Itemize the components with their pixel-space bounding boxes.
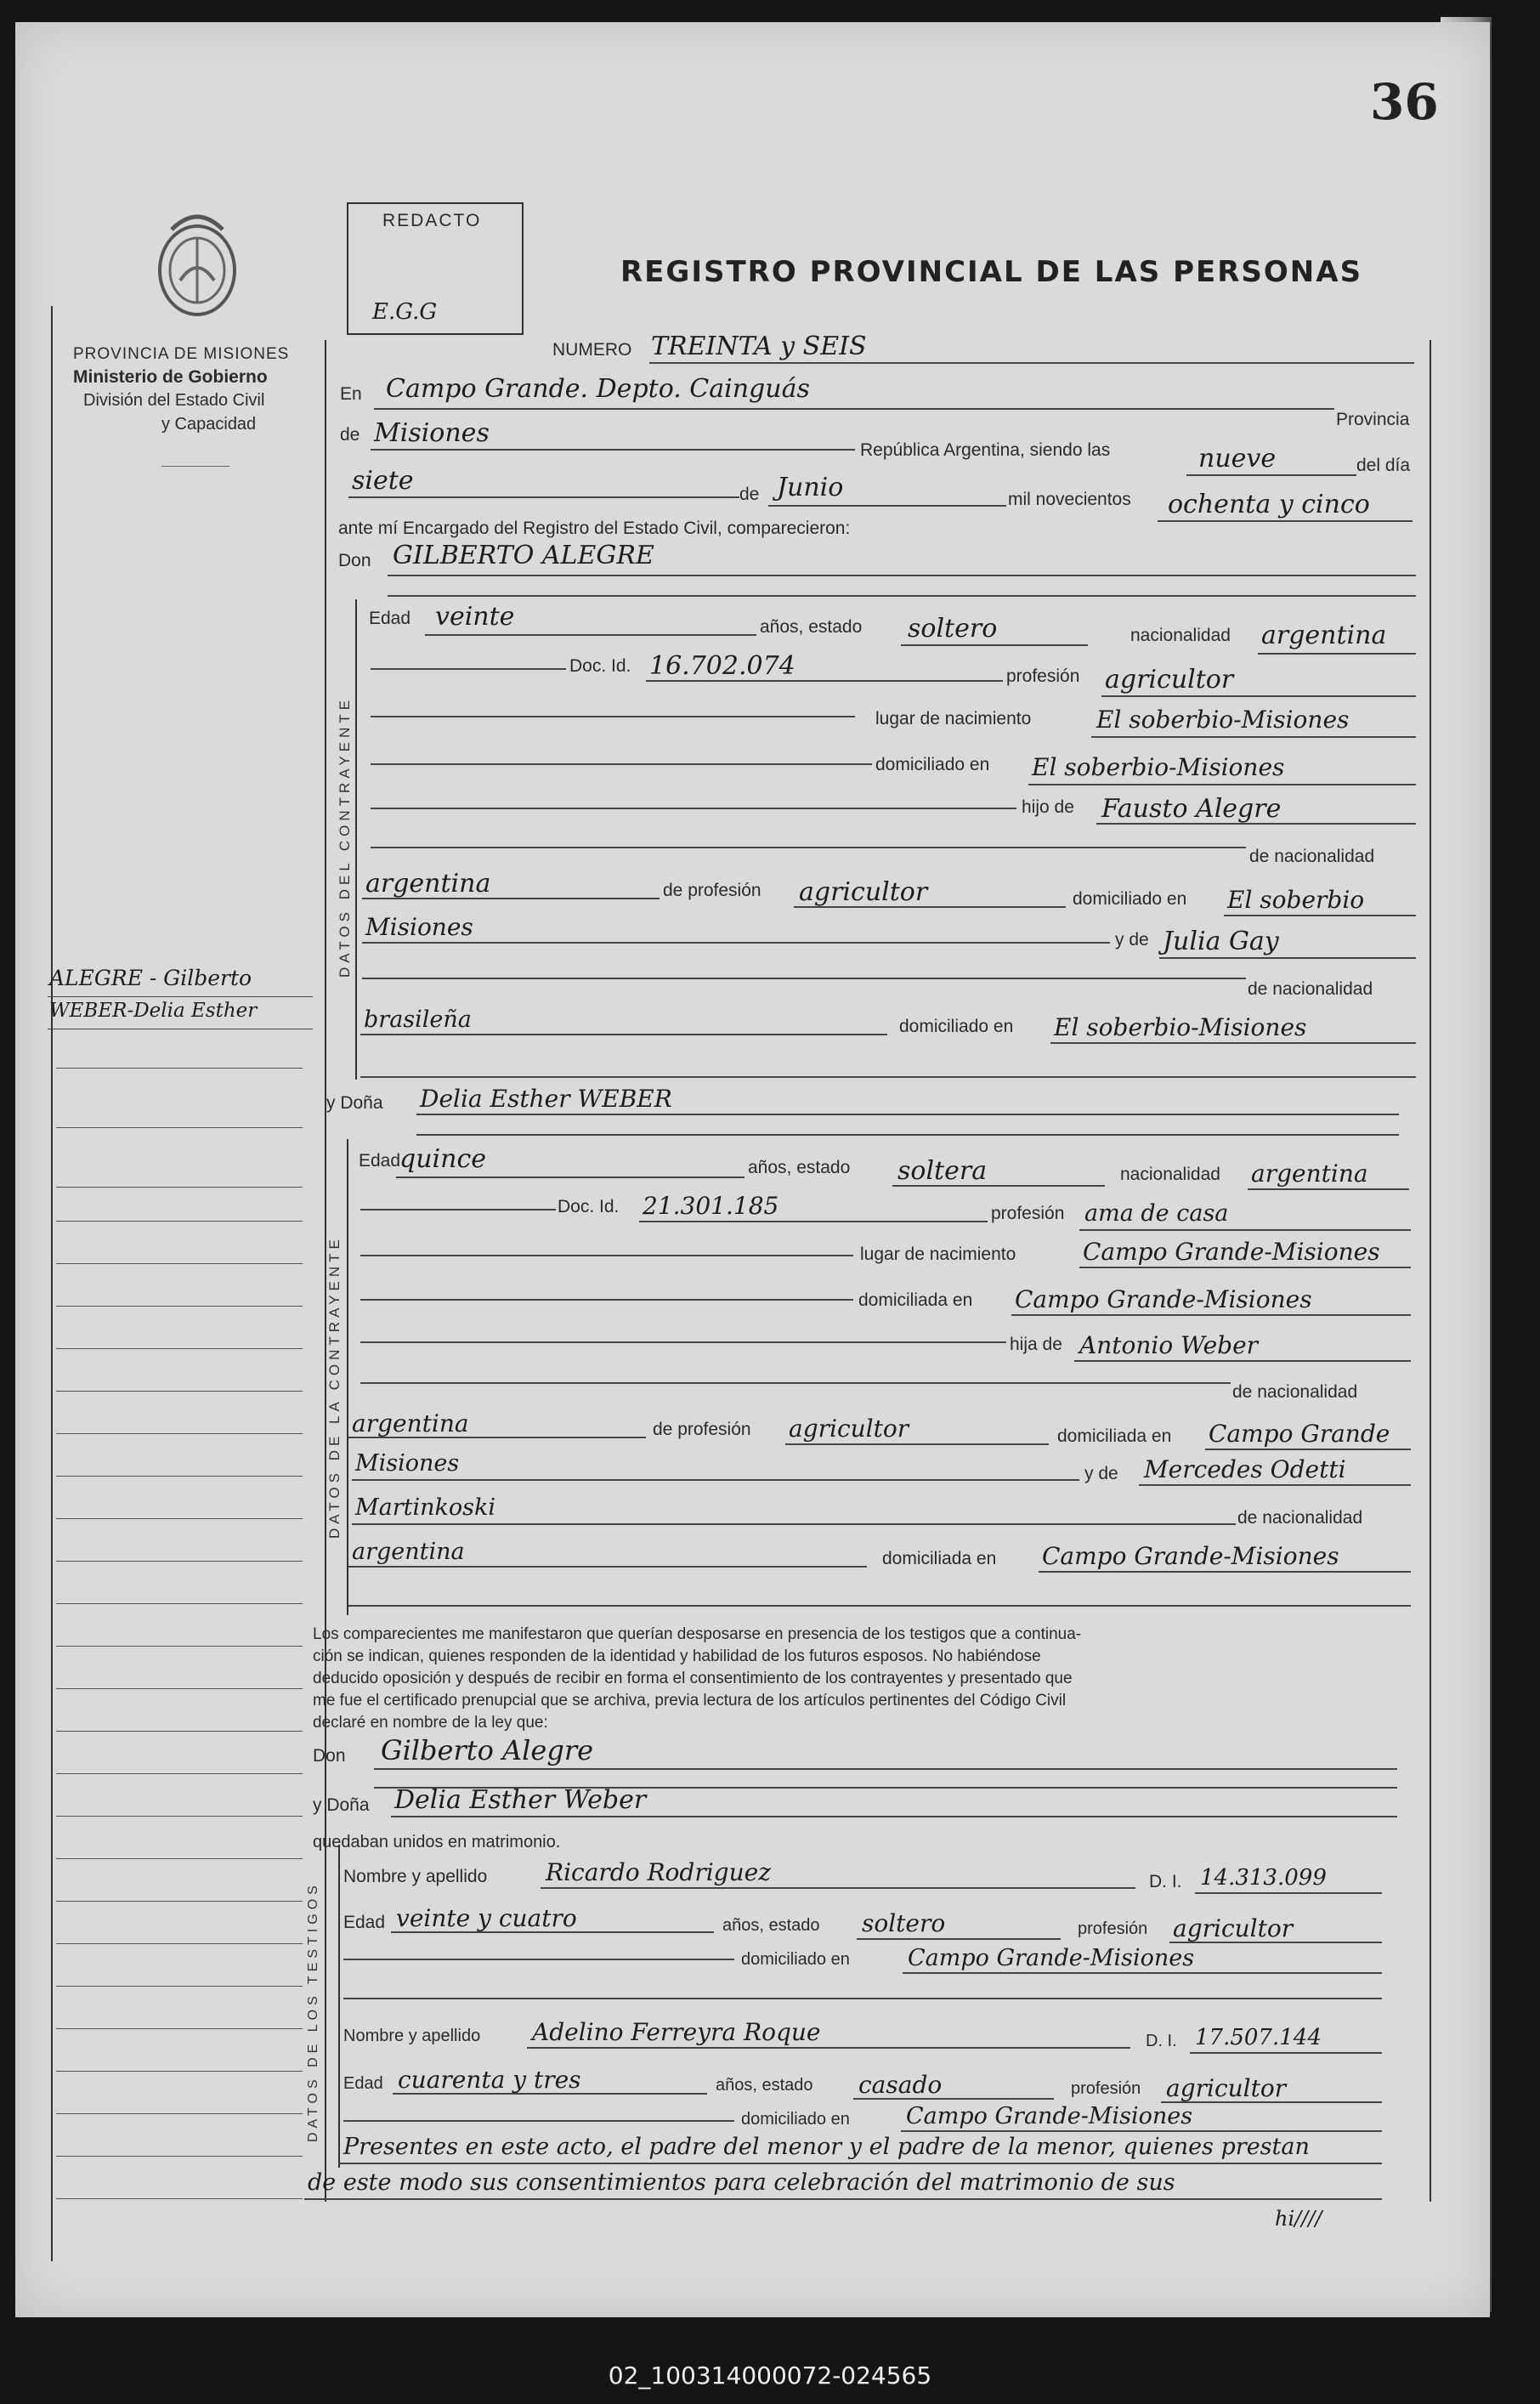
c1-padre: Fausto Alegre: [1101, 794, 1282, 824]
mil-label: mil novecientos: [1008, 490, 1131, 509]
issuer-province: PROVINCIA DE MISIONES: [73, 345, 290, 363]
t1-di: 14.313.099: [1200, 1865, 1327, 1891]
t2-estado: casado: [858, 2071, 943, 2099]
de-label: de: [340, 425, 360, 445]
document-title: REGISTRO PROVINCIAL DE LAS PERSONAS: [620, 255, 1363, 289]
declaracion-p1: Los comparecientes me manifestaron que querían desposarse en presencia de los testigos que a continua-: [313, 1625, 1082, 1643]
provincia-value: Misiones: [374, 418, 490, 448]
c2-edad: quince: [399, 1144, 486, 1174]
dia-value: siete: [352, 466, 414, 496]
c1-de-nacionalidad-label-2: de nacionalidad: [1248, 979, 1373, 999]
decl-esposo: Gilberto Alegre: [381, 1734, 594, 1766]
republica-text: República Argentina, siendo las: [860, 440, 1111, 460]
c1-padre-prof: agricultor: [799, 877, 928, 907]
nota-final-line2: de este modo sus consentimientos para celebración del matrimonio de sus: [308, 2169, 1175, 2196]
c1-nacionalidad: argentina: [1261, 621, 1387, 650]
c1-lugar-nac: El soberbio-Misiones: [1096, 706, 1350, 734]
c2-domicilio: Campo Grande-Misiones: [1015, 1285, 1312, 1313]
numero-value: TREINTA y SEIS: [651, 332, 867, 361]
c2-nacionalidad-label: nacionalidad: [1120, 1165, 1220, 1184]
t1-nombre-label: Nombre y apellido: [343, 1867, 488, 1886]
issuer-ministry: Ministerio de Gobierno: [73, 367, 268, 387]
t2-edad: cuarenta y tres: [398, 2066, 581, 2094]
declaracion-p5: declaré en nombre de la ley que:: [313, 1714, 548, 1732]
decl-dona-label: y Doña: [313, 1795, 370, 1815]
declaracion-p4: me fue el certificado prenupcial que se archiva, previa lectura de los artículos pertinentes del Código Civil: [313, 1692, 1067, 1709]
c1-madre-dom-label: domiciliado en: [899, 1017, 1014, 1036]
c2-estado: soltera: [897, 1156, 988, 1186]
t2-di: 17.507.144: [1195, 2025, 1322, 2050]
t2-prof: agricultor: [1166, 2074, 1287, 2102]
c2-doc-label: Doc. Id.: [558, 1197, 620, 1216]
don-label: Don: [338, 551, 371, 570]
c2-padre-nac: argentina: [352, 1409, 469, 1437]
c2-profesion: ama de casa: [1084, 1200, 1229, 1227]
contrayente2-section-label: DATOS DE LA CONTRAYENTE: [326, 1235, 343, 1539]
anio-value: ochenta y cinco: [1168, 490, 1370, 519]
c2-madre-nac: argentina: [352, 1539, 465, 1565]
decl-quedaban: quedaban unidos en matrimonio.: [313, 1833, 561, 1851]
t2-profesion-label: profesión: [1071, 2079, 1141, 2098]
c2-madre-dom-label: domiciliada en: [882, 1549, 997, 1568]
lugar-value: Campo Grande. Depto. Cainguás: [386, 374, 810, 404]
numero-label: NUMERO: [552, 340, 632, 360]
redacto-initials: E.G.G: [372, 299, 438, 325]
t1-estado: soltero: [862, 1909, 946, 1937]
c1-profesion: agricultor: [1105, 665, 1234, 695]
t2-dom: Campo Grande-Misiones: [906, 2103, 1193, 2129]
c2-nacionalidad: argentina: [1251, 1159, 1368, 1188]
c1-domicilio: El soberbio-Misiones: [1032, 753, 1285, 781]
c2-profesion-label: profesión: [991, 1204, 1065, 1223]
t1-edad-label: Edad: [343, 1913, 386, 1932]
t2-domiciliado-label: domiciliado en: [741, 2110, 850, 2129]
t2-edad-label: Edad: [343, 2074, 383, 2093]
c2-anos-estado-label: años, estado: [748, 1158, 851, 1177]
contrayente1-nombre: GILBERTO ALEGRE: [393, 541, 654, 570]
c2-padre-prof: agricultor: [789, 1415, 909, 1443]
c2-padre-dom-label: domiciliada en: [1057, 1426, 1172, 1446]
c1-de-nacionalidad-label: de nacionalidad: [1249, 847, 1375, 866]
provincia-label: Provincia: [1336, 410, 1410, 429]
c2-de-profesion-label: de profesión: [653, 1420, 751, 1439]
c2-madre1: Mercedes Odetti: [1144, 1455, 1346, 1483]
c2-lugar-nac: Campo Grande-Misiones: [1083, 1238, 1380, 1266]
c1-de-profesion-label: de profesión: [663, 881, 762, 900]
redacto-label: REDACTO: [382, 211, 482, 230]
c1-padre-dom-label: domiciliado en: [1073, 889, 1187, 909]
t2-nombre-label: Nombre y apellido: [343, 2027, 481, 2045]
t1-prof: agricultor: [1173, 1914, 1294, 1942]
c1-edad: veinte: [435, 602, 515, 632]
margin-note-line1: ALEGRE - Gilberto: [49, 966, 252, 990]
en-label: En: [340, 384, 362, 404]
contrayente2-nombre: Delia Esther WEBER: [420, 1085, 672, 1113]
c1-y-de-label: y de: [1115, 930, 1149, 950]
t1-nombre: Ricardo Rodriguez: [546, 1858, 771, 1886]
t2-di-label: D. I.: [1146, 2032, 1177, 2050]
margin-column: [48, 966, 313, 2207]
t2-nombre: Adelino Ferreyra Roque: [532, 2018, 821, 2046]
c2-padre-dom1: Campo Grande: [1209, 1420, 1390, 1448]
t1-edad: veinte y cuatro: [396, 1904, 577, 1932]
hora-value: nueve: [1198, 444, 1277, 473]
c1-domiciliado-label: domiciliado en: [875, 755, 990, 774]
c2-doc: 21.301.185: [643, 1192, 779, 1220]
t1-anos-estado-label: años, estado: [722, 1916, 820, 1935]
nota-final-line3: hi////: [1275, 2207, 1322, 2231]
c1-estado: soltero: [908, 614, 998, 644]
testigos-section-label: DATOS DE LOS TESTIGOS: [306, 1881, 320, 2142]
decl-esposa: Delia Esther Weber: [394, 1785, 647, 1815]
mes-value: Junio: [777, 473, 844, 502]
c1-doc: 16.702.074: [649, 651, 795, 681]
c2-padre: Antonio Weber: [1079, 1331, 1259, 1359]
t1-dom: Campo Grande-Misiones: [908, 1945, 1195, 1971]
ante-text: ante mí Encargado del Registro del Estado Civil, comparecieron:: [338, 519, 851, 538]
contrayente1-section-label: DATOS DEL CONTRAYENTE: [337, 695, 353, 978]
c2-madre2: Martinkoski: [355, 1494, 495, 1521]
declaracion-p2: ción se indican, quienes responden de la identidad y habilidad de los futuros esposos. No habiéndose: [313, 1647, 1041, 1665]
dona-label: y Doña: [326, 1093, 383, 1113]
c1-hijo-de-label: hijo de: [1022, 797, 1074, 817]
c1-padre-dom1: El soberbio: [1227, 886, 1365, 914]
c2-lugar-nac-label: lugar de nacimiento: [860, 1245, 1016, 1264]
c2-madre-dom: Campo Grande-Misiones: [1042, 1542, 1339, 1570]
decl-don-label: Don: [313, 1746, 346, 1766]
c1-padre-nac: argentina: [365, 869, 491, 899]
provincial-seal-icon: [146, 204, 248, 323]
del-dia-label: del día: [1356, 456, 1411, 475]
c2-de-nacionalidad-label: de nacionalidad: [1232, 1382, 1358, 1402]
c2-y-de-label: y de: [1084, 1464, 1118, 1483]
c2-padre-dom2: Misiones: [355, 1450, 460, 1477]
c1-profesion-label: profesión: [1006, 666, 1080, 686]
issuer-division: División del Estado Civil: [83, 391, 265, 410]
nota-final-line1: Presentes en este acto, el padre del menor y el padre de la menor, quienes prestan: [343, 2134, 1310, 2160]
page-number: 36: [1370, 73, 1439, 131]
margin-note-line2: WEBER-Delia Esther: [49, 1000, 258, 1022]
de-label-2: de: [739, 485, 760, 504]
c1-madre-nac: brasileña: [364, 1006, 472, 1033]
c1-doc-label: Doc. Id.: [569, 656, 631, 676]
c1-anos-estado-label: años, estado: [760, 617, 863, 637]
image-caption: 02_100314000072-024565: [608, 2361, 932, 2390]
c1-madre: Julia Gay: [1163, 927, 1279, 956]
c1-edad-label: Edad: [369, 609, 411, 628]
issuer-capacidad: y Capacidad: [161, 415, 257, 434]
t1-profesion-label: profesión: [1078, 1919, 1148, 1938]
c2-edad-label: Edad: [359, 1151, 401, 1171]
t1-di-label: D. I.: [1149, 1872, 1182, 1891]
c1-madre-dom: El soberbio-Misiones: [1054, 1013, 1307, 1041]
c1-nacionalidad-label: nacionalidad: [1130, 626, 1231, 645]
redacto-box: [347, 202, 524, 335]
c2-domiciliada-label: domiciliada en: [858, 1290, 973, 1310]
c1-lugar-nac-label: lugar de nacimiento: [875, 709, 1032, 729]
declaracion-p3: deducido oposición y después de recibir en forma el consentimiento de los contrayentes y presentado que: [313, 1670, 1073, 1687]
t1-domiciliado-label: domiciliado en: [741, 1950, 850, 1969]
c2-de-nacionalidad-label-2: de nacionalidad: [1237, 1508, 1363, 1528]
c2-hija-de-label: hija de: [1010, 1335, 1062, 1354]
c1-padre-dom2: Misiones: [365, 913, 473, 941]
t2-anos-estado-label: años, estado: [716, 2076, 813, 2095]
